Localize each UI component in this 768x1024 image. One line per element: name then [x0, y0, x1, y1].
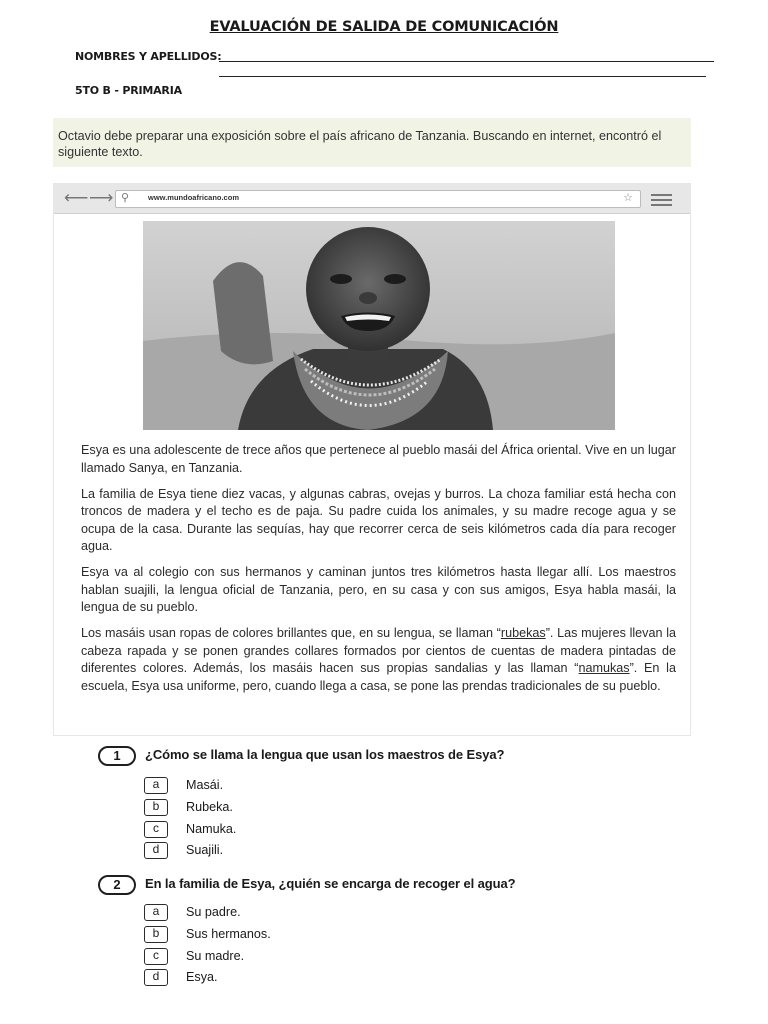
page-title: EVALUACIÓN DE SALIDA DE COMUNICACIÓN	[209, 19, 559, 35]
article-paragraph-3: Esya va al colegio con sus hermanos y caminan juntos tres kilómetros hasta llegar allí. Los maestros hablan suajili, la lengua oficial de Tanzania, pero, en su casa y con sus amigos, Esya habla masái, la lengua de su pueblo.	[81, 565, 676, 614]
url-bar[interactable]	[115, 190, 641, 208]
masai-girl-photo	[143, 221, 615, 430]
browser-toolbar	[54, 184, 690, 214]
option-letter: c	[144, 948, 168, 965]
arrow-left-icon[interactable]: ⟵	[64, 188, 89, 207]
article-paragraph-4: Los masáis usan ropas de colores brillantes que, en su lengua, se llaman “rubekas”. Las mujeres llevan la cabeza rapada y se ponen grandes collares formados por cientos de cuentas de madera pintadas de diferentes colores. Además, los masáis hacen sus propias sandalias y las llaman “namukas”. En la escuela, Esya usa uniforme, pero, cuando llega a casa, se pone las prendas tradicionales de su pueblo.	[81, 626, 676, 693]
word-rubekas: rubekas	[500, 626, 546, 640]
option-text: Esya.	[186, 970, 218, 984]
question-text: ¿Cómo se llama la lengua que usan los maestros de Esya?	[145, 747, 505, 762]
option-text: Suajili.	[186, 843, 224, 857]
option-letter: b	[144, 926, 168, 943]
option-letter: a	[144, 904, 168, 921]
name-label: NOMBRES Y APELLIDOS:	[75, 50, 222, 63]
option-text: Su madre.	[186, 949, 245, 963]
url-text: www.mundoafricano.com	[148, 193, 239, 202]
star-icon[interactable]: ☆	[623, 192, 633, 204]
name-line-1[interactable]	[219, 61, 714, 62]
option-text: Sus hermanos.	[186, 927, 271, 941]
question-number-badge: 1	[98, 746, 136, 766]
browser-window	[53, 183, 691, 736]
option-text: Namuka.	[186, 822, 237, 836]
intro-text: Octavio debe preparar una exposición sobre el país africano de Tanzania. Buscando en internet, encontró el siguiente texto.	[58, 129, 662, 159]
option-letter: d	[144, 842, 168, 859]
search-icon: ⚲	[121, 192, 130, 204]
option-text: Masái.	[186, 778, 224, 792]
option-letter: a	[144, 777, 168, 794]
intro-box	[53, 118, 691, 167]
question-text: En la familia de Esya, ¿quién se encarga de recoger el agua?	[145, 876, 516, 891]
article-paragraph-2: La familia de Esya tiene diez vacas, y algunas cabras, ovejas y burros. La choza familiar está hecha con troncos de madera y el techo es de paja. Su padre cuida los animales, y su madre recoge agua y se ocupa de la casa. Durante las sequías, hay que recorrer cerca de seis kilómetros cada día para recoger agua.	[81, 486, 676, 553]
grade-label: 5TO B - PRIMARIA	[75, 84, 182, 97]
menu-icon[interactable]	[651, 194, 672, 209]
name-line-2[interactable]	[219, 76, 706, 77]
article-paragraph-1: Esya es una adolescente de trece años que pertenece al pueblo masái del África oriental. Vive en un lugar llamado Sanya, en Tanzania.	[81, 443, 676, 475]
option-text: Rubeka.	[186, 800, 233, 814]
option-letter: d	[144, 969, 168, 986]
arrow-right-icon[interactable]: ⟶	[89, 188, 114, 207]
question-number-badge: 2	[98, 875, 136, 895]
word-namukas: namukas	[578, 661, 630, 675]
option-letter: b	[144, 799, 168, 816]
article-text	[81, 442, 676, 704]
option-text: Su padre.	[186, 905, 241, 919]
option-letter: c	[144, 821, 168, 838]
